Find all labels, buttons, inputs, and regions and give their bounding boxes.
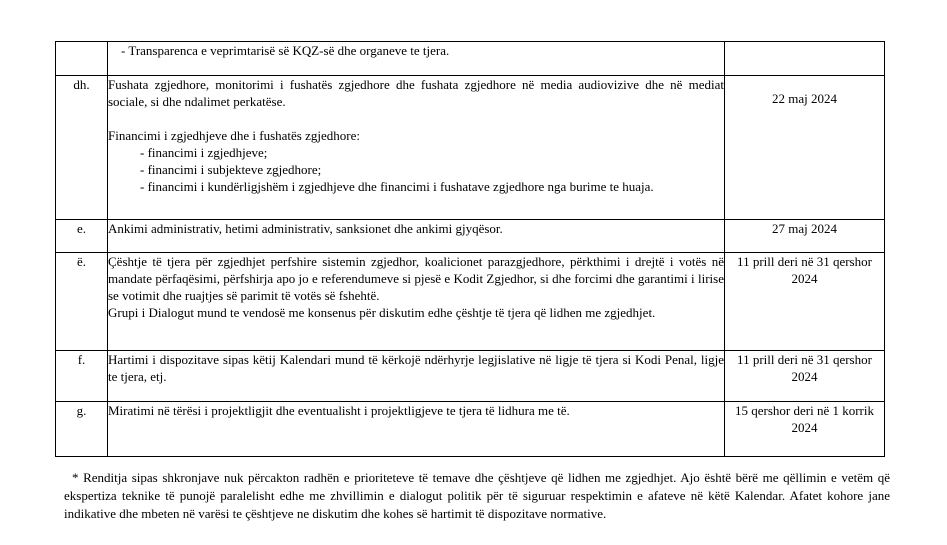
- paragraph: Financimi i zgjedhjeve dhe i fushatës zgjedhore:: [108, 128, 360, 143]
- row-date: 11 prill deri në 31 qershor 2024: [725, 351, 885, 402]
- footnote: * Renditja sipas shkronjave nuk përcakton radhën e prioriteteve të temave dhe çështjeve që lidhen me zgjedhjet. Ajo është bërë me qëllimin e vetëm që ekspertiza teknike të punojë paralelisht edhe me zhvillimin e dialogut politik për të siguruar respektimin e afateve në këtë Kalendar. Afatet kohore jane indikative dhe mbeten në varësi te çështjeve ne diskutim dhe kohes së hartimit të dispozitave normative.: [64, 470, 890, 521]
- list-item: - financimi i subjekteve zgjedhore;: [140, 162, 322, 177]
- row-date: 15 qershor deri në 1 korrik 2024: [725, 402, 885, 457]
- row-letter: [56, 42, 108, 76]
- list-item: - financimi i kundërligjshëm i zgjedhjeve dhe financimi i fushatave zgjedhore nga burime te huaja.: [140, 179, 654, 194]
- table-row: [56, 402, 885, 457]
- calendar-table: [55, 41, 885, 457]
- row-date: 22 maj 2024: [725, 76, 885, 220]
- row-content: Miratimi në tërësi i projektligjit dhe eventualisht i projektligjeve te tjera të lidhura me të.: [108, 402, 725, 457]
- paragraph: Fushata zgjedhore, monitorimi i fushatës zgjedhore dhe fushata zgjedhore në media audiovizive dhe në mediat sociale, si dhe ndalimet perkatëse.: [108, 77, 724, 109]
- paragraph: Grupi i Dialogut mund te vendosë me konsenus për diskutim edhe çështje të tjera që lidhen me zgjedhjet.: [108, 305, 656, 320]
- table-row: [56, 351, 885, 402]
- paragraph: Çështje të tjera për zgjedhjet perfshire sistemin zgjedhor, koalicionet parazgjedhore, përkthimi i drejtë i votës në mandate përfaqësimi, përfshirja apo jo e referendumeve si pjesë e Kodit Zgjedhor, si dhe forcimi dhe garantimi i lirise se votimit dhe ruajtjes së parimit të votës së fshehtë.: [108, 254, 724, 303]
- list-item: - financimi i zgjedhjeve;: [140, 145, 268, 160]
- row-date: 27 maj 2024: [725, 220, 885, 253]
- row-letter: ë.: [56, 253, 108, 351]
- row-letter: f.: [56, 351, 108, 402]
- table-row: [56, 42, 885, 76]
- row-letter: e.: [56, 220, 108, 253]
- row-content: Hartimi i dispozitave sipas këtij Kalendari mund të kërkojë ndërhyrje legjislative në ligje të tjera si Kodi Penal, ligje te tjera, etj.: [108, 351, 725, 402]
- row-content: [108, 253, 725, 351]
- financing-list: [108, 144, 724, 195]
- row-letter: dh.: [56, 76, 108, 220]
- row-date: 11 prill deri në 31 qershor 2024: [725, 253, 885, 351]
- row-content: Ankimi administrativ, hetimi administrativ, sanksionet dhe ankimi gjyqësor.: [108, 220, 725, 253]
- table-row: [56, 76, 885, 220]
- table-row: [56, 253, 885, 351]
- row-content: [108, 76, 725, 220]
- table-row: [56, 220, 885, 253]
- blank-line: [108, 110, 724, 127]
- row-letter: g.: [56, 402, 108, 457]
- row-date: [725, 42, 885, 76]
- row-content: - Transparenca e veprimtarisë së KQZ-së dhe organeve te tjera.: [108, 42, 725, 76]
